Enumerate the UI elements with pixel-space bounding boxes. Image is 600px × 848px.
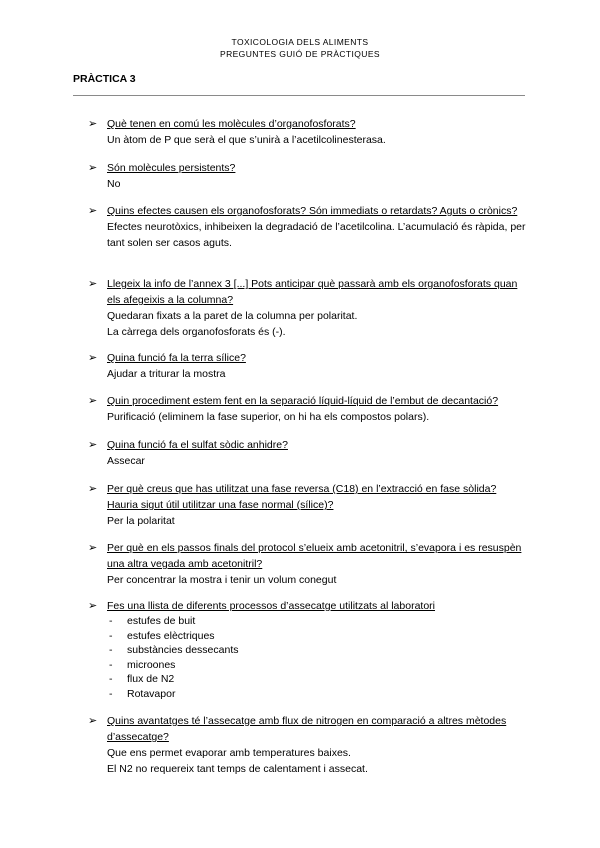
arrow-bullet-icon: ➢ [88,118,98,130]
answer-text: Per concentrar la mostra i tenir un volum conegut [107,574,337,586]
question-text: Quins avantatges té l’assecatge amb flux de nitrogen en comparació a altres mètodes d’assecatge? [107,715,507,743]
list-item: - estufes elèctriques [107,629,528,644]
qa-item-4 [88,276,528,340]
question-text: Quins efectes causen els organofosforats? Són immediats o retardats? Aguts o crònics? [107,205,518,217]
question-text: Llegeix la info de l’annex 3 [...] Pots anticipar què passarà amb els organofosforats quan els afegeixis a la columna? [107,278,518,306]
answer-text: Un àtom de P que serà el que s’unirà a l’acetilcolinesterasa. [107,134,386,146]
document-header [0,36,600,60]
list-item: - microones [107,658,528,673]
qa-item-8 [88,481,528,529]
course-title: TOXICOLOGIA DELS ALIMENTS [231,37,369,47]
arrow-bullet-icon: ➢ [88,205,98,217]
answer-text: Que ens permet evaporar amb temperatures baixes. [107,747,351,759]
arrow-bullet-icon: ➢ [88,483,98,495]
arrow-bullet-icon: ➢ [88,600,98,612]
arrow-bullet-icon: ➢ [88,542,98,554]
question-text: Què tenen en comú les molècules d’organofosforats? [107,118,356,130]
question-text: Són molècules persistents? [107,162,236,174]
arrow-bullet-icon: ➢ [88,395,98,407]
list-item: - substàncies dessecants [107,643,528,658]
answer-text: El N2 no requereix tant temps de calentament i assecat. [107,763,368,775]
answer-text: Efectes neurotòxics, inhibeixen la degradació de l’acetilcolina. L’acumulació és ràpida, per tant solen ser casos aguts. [107,221,526,249]
question-text: Fes una llista de diferents processos d’assecatge utilitzats al laboratori [107,600,436,612]
arrow-bullet-icon: ➢ [88,162,98,174]
qa-item-1 [88,116,528,148]
horizontal-rule [73,95,525,96]
list-item: - Rotavapor [107,687,528,702]
answer-text: Quedaran fixats a la paret de la columna per polaritat. [107,310,358,322]
question-text: Quina funció fa la terra sílice? [107,352,246,364]
qa-item-11 [88,713,528,777]
arrow-bullet-icon: ➢ [88,439,98,451]
answer-text: Per la polaritat [107,515,175,527]
qa-item-7 [88,437,528,469]
list-item: - flux de N2 [107,672,528,687]
answer-text: La càrrega dels organofosforats és (-). [107,326,286,338]
qa-item-6 [88,393,528,425]
arrow-bullet-icon: ➢ [88,715,98,727]
qa-item-3 [88,203,528,251]
arrow-bullet-icon: ➢ [88,278,98,290]
answer-text: Ajudar a triturar la mostra [107,368,226,380]
qa-item-10 [88,598,528,702]
qa-item-2 [88,160,528,192]
section-title: PRÀCTICA 3 [73,73,136,85]
question-text: Per què en els passos finals del protocol s’elueix amb acetonitril, s’evapora i es resuspèn una altra vegada amb acetonitril? [107,542,522,570]
document-subtitle: PREGUNTES GUIÓ DE PRÀCTIQUES [220,49,380,59]
answer-text: Purificació (eliminem la fase superior, on hi ha els compostos polars). [107,411,430,423]
answer-text: Assecar [107,455,145,467]
question-text: Quina funció fa el sulfat sòdic anhidre? [107,439,288,451]
arrow-bullet-icon: ➢ [88,352,98,364]
drying-process-list [107,614,528,702]
question-text: Quin procediment estem fent en la separació líquid-líquid de l’embut de decantació? [107,395,499,407]
question-text: Per què creus que has utilitzat una fase reversa (C18) en l’extracció en fase sòlida? Hauria sigut útil utilitzar una fase normal (sílice)? [107,483,497,511]
qa-item-9 [88,540,528,588]
list-item: - estufes de buit [107,614,528,629]
answer-text: No [107,178,121,190]
qa-item-5 [88,350,528,382]
